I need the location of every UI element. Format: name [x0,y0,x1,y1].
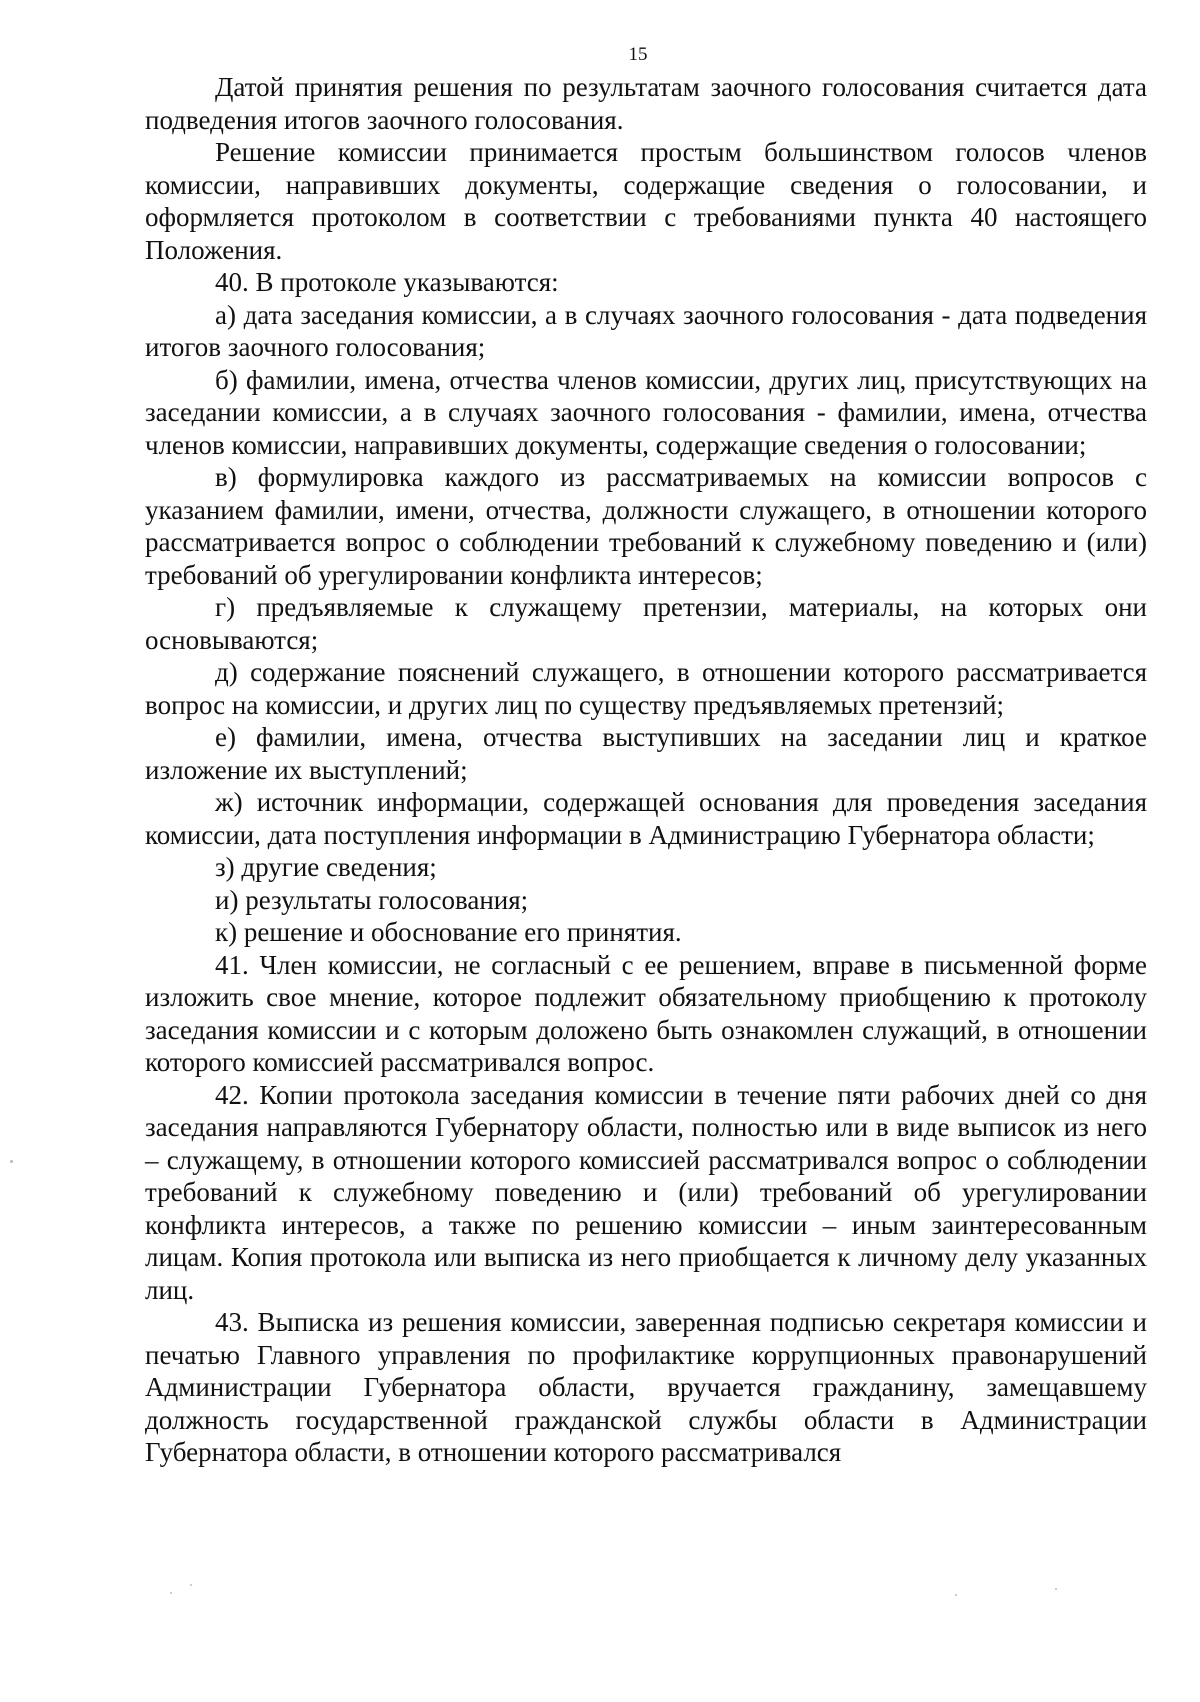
paragraph-item-42: 42. Копии протокола заседания комиссии в течение пяти рабочих дней со дня заседания направляются Губернатору области, полностью или в виде выписок из него – служащему, в отношении которого комиссией рассматривался вопрос о соблюдении требований к служебному поведению и (или) требований об урегулировании конфликта интересов, а также по решению комиссии – иным заинтересованным лицам. Копия протокола или выписка из него приобщается к личному делу указанных лиц. [145,1079,1147,1305]
body-text [145,71,1147,1469]
paragraph-item-40: 40. В протоколе указываются: [215,267,559,297]
list-item-e: е) фамилии, имена, отчества выступивших на заседании лиц и краткое изложение их выступлений; [145,722,1147,785]
scan-noise [0,1580,1200,1610]
paragraph-item-43: 43. Выписка из решения комиссии, заверенная подписью секретаря комиссии и печатью Главного управления по профилактике коррупционных правонарушений Администрации Губернатора области, вручается гражданину, замещавшему должность государственной гражданской службы области в Администрации Губернатора области, в отношении которого рассматривался [145,1307,1147,1467]
list-item-z: з) другие сведения; [215,852,437,882]
list-item-d: д) содержание пояснений служащего, в отношении которого рассматривается вопрос на комиссии, и других лиц по существу предъявляемых претензий; [145,657,1147,720]
list-item-k: к) решение и обоснование его принятия. [215,917,682,947]
list-item-a: а) дата заседания комиссии, а в случаях заочного голосования - дата подведения итогов заочного голосования; [145,299,1147,362]
scan-speck [955,1594,957,1596]
list-item-i: и) результаты голосования; [215,884,529,915]
list-item-g: г) предъявляемые к служащему претензии, материалы, на которых они основываются; [145,592,1147,655]
list-item-zh: ж) источник информации, содержащей основания для проведения заседания комиссии, дата поступления информации в Администрацию Губернатора области; [145,787,1147,850]
list-item-v: в) формулировка каждого из рассматриваемых на комиссии вопросов с указанием фамилии, имени, отчества, должности служащего, в отношении которого рассматривается вопрос о соблюдении требований к служебному поведению и (или) требований об урегулировании конфликта интересов; [145,462,1147,590]
scan-speck [170,1592,172,1594]
scan-speck [190,1584,192,1586]
paragraph-decision-majority: Решение комиссии принимается простым большинством голосов членов комиссии, направивших документы, содержащие сведения о голосовании, и оформляется протоколом в соответствии с требованиями пункта 40 настоящего Положения. [145,137,1147,265]
page-number: 15 [628,44,648,65]
scan-speck [1055,1588,1057,1590]
paragraph-voting-date: Датой принятия решения по результатам заочного голосования считается дата подведения итогов заочного голосования. [145,72,1147,135]
list-item-b: б) фамилии, имена, отчества членов комиссии, других лиц, присутствующих на заседании комиссии, а в случаях заочного голосования - фамилии, имена, отчества членов комиссии, направивших документы, содержащие сведения о голосовании; [145,364,1147,460]
paragraph-item-41: 41. Член комиссии, не согласный с ее решением, вправе в письменной форме изложить свое мнение, которое подлежит обязательному приобщению к протоколу заседания комиссии и с которым доложено быть ознакомлен служащий, в отношении которого комиссией рассматривался вопрос. [145,949,1147,1077]
scan-speck [10,1160,13,1163]
